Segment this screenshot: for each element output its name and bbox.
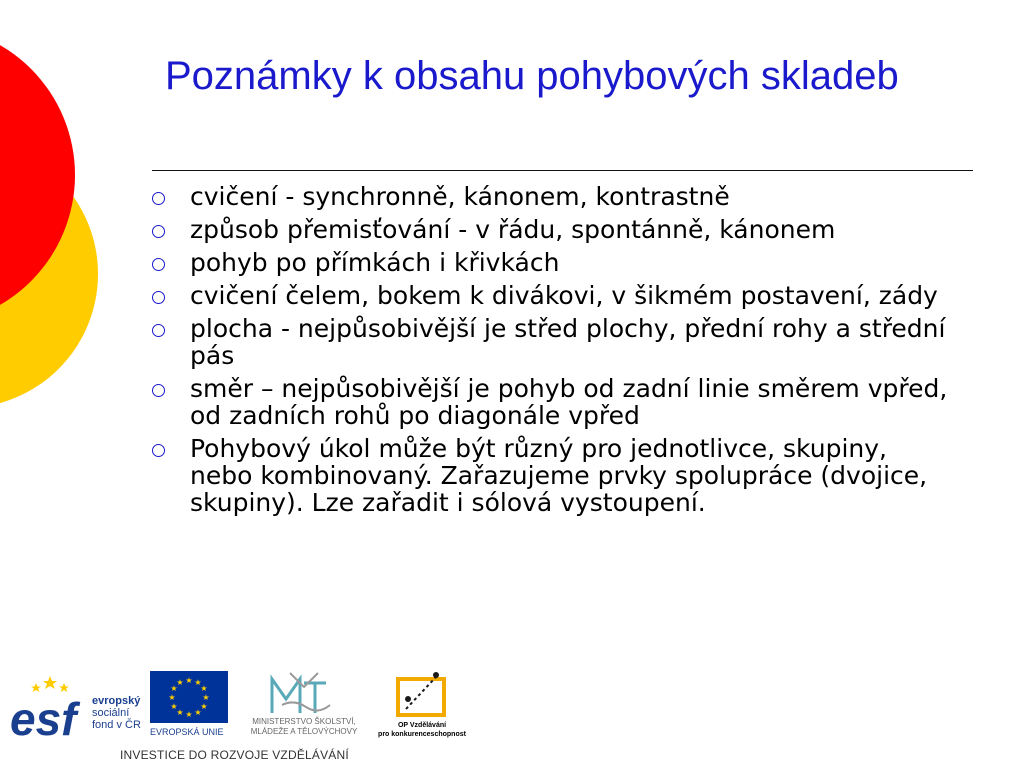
bullet-item (152, 183, 952, 210)
circle-bullet-icon (152, 384, 165, 397)
msmt-logo (234, 669, 374, 743)
bullet-text: směr – nejpůsobivější je pohyb od zadní linie směrem vpřed, od zadních rohů po diagonále vpřed (190, 374, 948, 430)
svg-text:★: ★ (200, 684, 208, 693)
svg-text:★: ★ (176, 708, 184, 717)
slide-title: Poznámky k obsahu pohybových skladeb (165, 54, 899, 98)
svg-text:★: ★ (194, 708, 202, 717)
bullet-item (152, 249, 952, 276)
svg-text:★: ★ (170, 702, 178, 711)
msmt-label (234, 717, 374, 737)
svg-text:★: ★ (185, 710, 193, 719)
eu-flag-icon (150, 671, 228, 723)
esf-line3: fond v ČR (92, 719, 141, 731)
svg-text:★: ★ (185, 676, 193, 685)
title-divider (152, 170, 973, 171)
bullet-item (152, 375, 952, 429)
bullet-item (152, 315, 952, 369)
circle-bullet-icon (152, 192, 165, 205)
bullet-text: plocha - nejpůsobivější je střed plochy, přední rohy a střední pás (190, 314, 946, 370)
op-vk-label (372, 721, 472, 739)
svg-text:★: ★ (168, 693, 176, 702)
svg-text:esf: esf (10, 693, 77, 739)
svg-text:★: ★ (194, 678, 202, 687)
bullet-text: Pohybový úkol může být různý pro jednotlivce, skupiny, nebo kombinovaný. Zařazujeme prvky spolupráce (dvojice, skupiny). Lze zařadit i sólová vystoupení. (190, 434, 928, 517)
circle-bullet-icon (152, 324, 165, 337)
svg-text:★: ★ (202, 693, 210, 702)
op-line2: pro konkurenceschopnost (378, 731, 466, 738)
circle-bullet-icon (152, 291, 165, 304)
bullet-item (152, 216, 952, 243)
circle-bullet-icon (152, 444, 165, 457)
eu-logo (150, 671, 230, 743)
bullet-text: cvičení - synchronně, kánonem, kontrastně (190, 182, 730, 211)
bullet-item (152, 282, 952, 309)
circle-bullet-icon (152, 258, 165, 271)
bullet-item (152, 435, 952, 516)
op-vk-logo (372, 669, 472, 745)
esf-label (92, 695, 141, 731)
footer-logos (0, 665, 1024, 768)
svg-text:★: ★ (170, 684, 178, 693)
bullet-list (152, 183, 952, 522)
op-line1: OP Vzdělávání (397, 722, 447, 729)
svg-text:★: ★ (200, 702, 208, 711)
esf-logo (10, 671, 150, 741)
msmt-line2: MLÁDEŽE A TĚLOVÝCHOVY (250, 727, 358, 736)
msmt-line1: MINISTERSTVO ŠKOLSTVÍ, (252, 717, 356, 726)
esf-line1: evropský (92, 695, 141, 707)
esf-line2: sociální (92, 707, 130, 719)
op-vk-logo-icon (372, 669, 472, 721)
svg-text:★: ★ (176, 678, 184, 687)
bullet-text: cvičení čelem, bokem k divákovi, v šikmém postavení, zády (190, 281, 938, 310)
circle-bullet-icon (152, 225, 165, 238)
esf-logo-icon (10, 673, 88, 739)
investment-caption: INVESTICE DO ROZVOJE VZDĚLÁVÁNÍ (120, 748, 349, 762)
eu-label: EVROPSKÁ UNIE (150, 727, 224, 737)
bullet-text: způsob přemisťování - v řádu, spontánně, kánonem (190, 215, 836, 244)
bullet-text: pohyb po přímkách i křivkách (190, 248, 560, 277)
msmt-logo-icon (234, 669, 374, 717)
